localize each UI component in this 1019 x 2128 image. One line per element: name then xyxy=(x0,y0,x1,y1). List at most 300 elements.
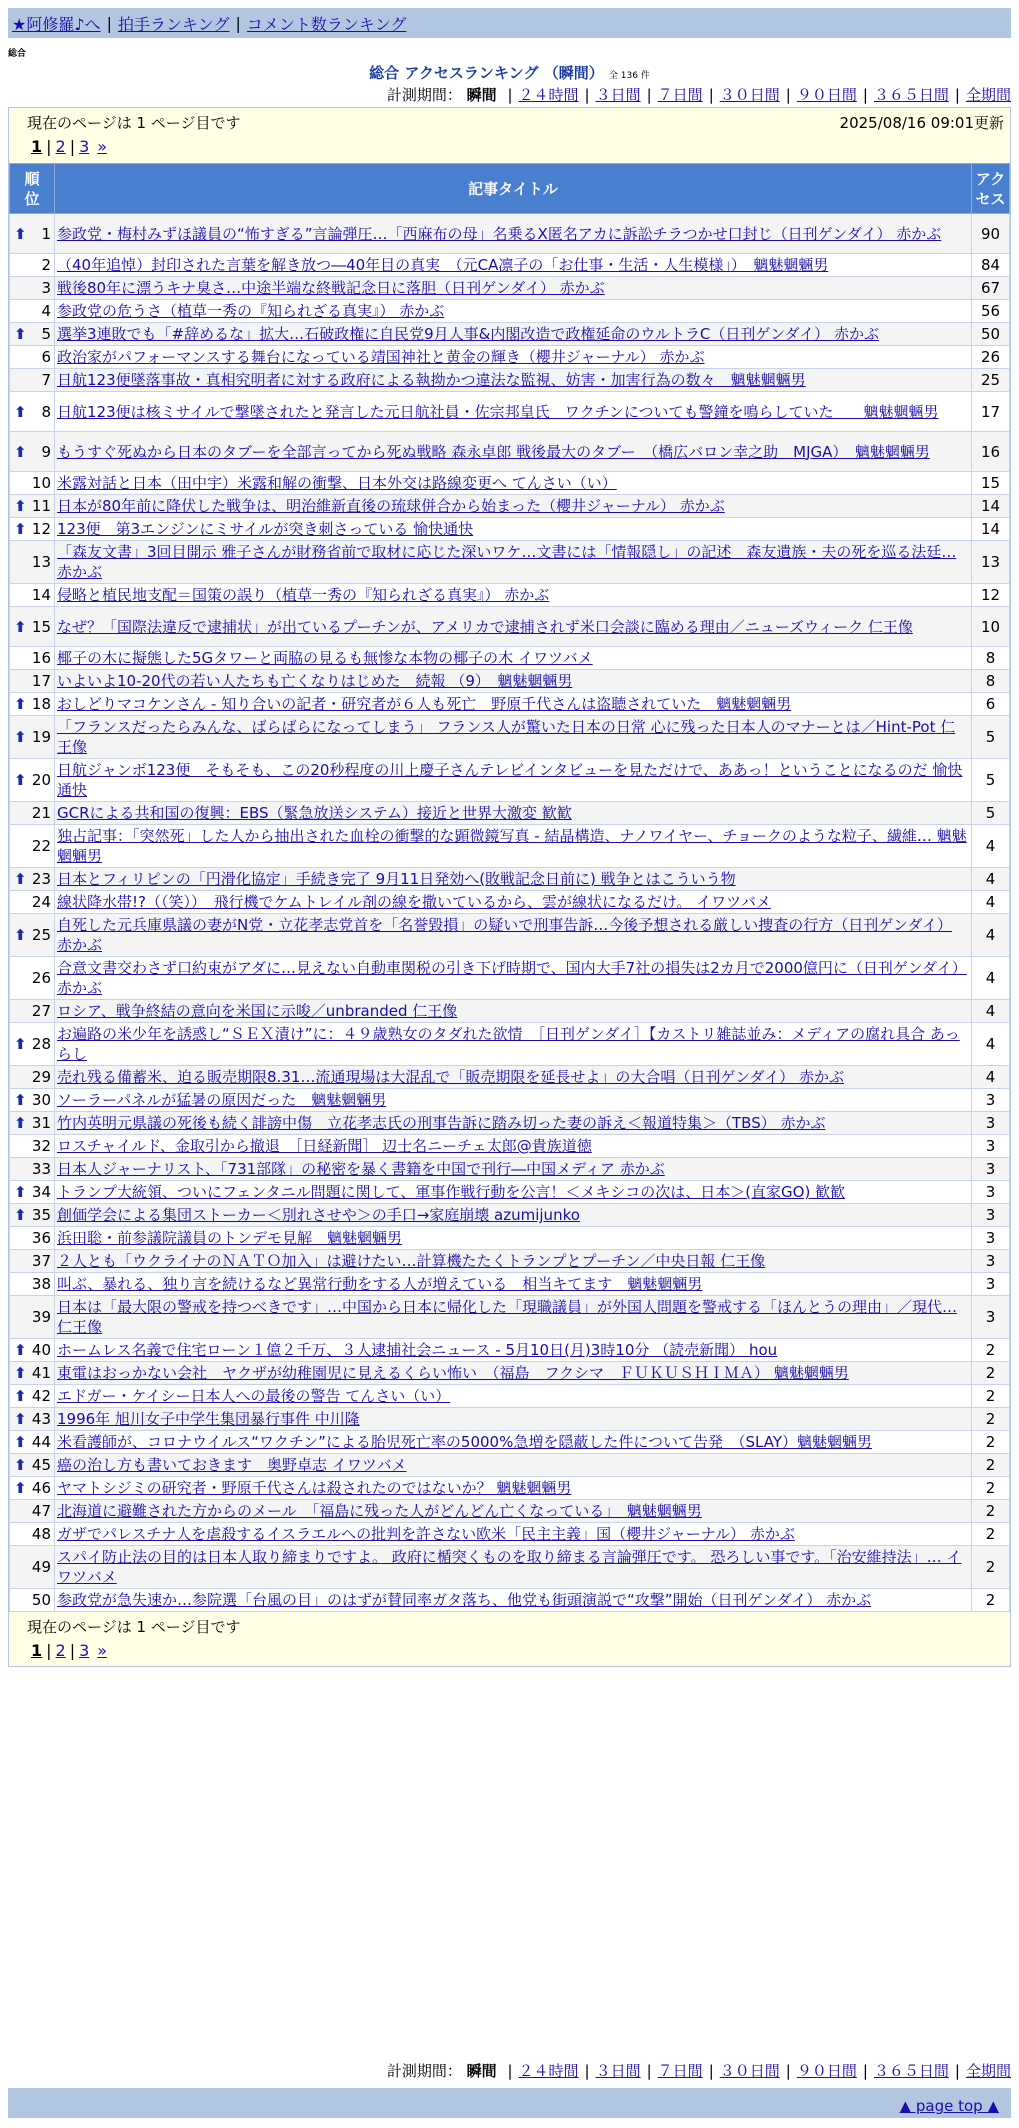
up-arrow-icon: ⬆ xyxy=(14,1035,27,1053)
access-count: 4 xyxy=(972,957,1010,1000)
up-arrow-icon: ⬆ xyxy=(14,1183,27,1201)
period-link[interactable]: ３日間 xyxy=(595,2062,641,2080)
rank-number: 11 xyxy=(31,497,51,515)
separator: | xyxy=(646,2062,652,2080)
access-count: 2 xyxy=(972,1431,1010,1454)
rank-cell xyxy=(10,1431,55,1454)
rank-cell xyxy=(10,607,55,647)
bottom-bar xyxy=(8,2088,1011,2118)
up-arrow-icon: ⬆ xyxy=(14,1387,27,1405)
period-link[interactable]: ３０日間 xyxy=(719,86,780,104)
access-count: 4 xyxy=(972,1000,1010,1023)
rank-number: 37 xyxy=(31,1252,51,1270)
access-count: 3 xyxy=(972,1273,1010,1296)
article-link[interactable]: ヤマトシジミの研究者・野原千代さんは殺されたのではないか？ 魑魅魍魎男 xyxy=(57,1479,572,1497)
access-count: 5 xyxy=(972,802,1010,825)
rank-number: 25 xyxy=(31,926,51,944)
rank-number: 36 xyxy=(31,1229,51,1247)
rank-number: 5 xyxy=(41,325,51,343)
rank-number: 6 xyxy=(41,348,51,366)
separator: | xyxy=(862,2062,868,2080)
period-current: 瞬間 xyxy=(466,2062,497,2080)
top-nav-bar xyxy=(8,8,1011,38)
article-link[interactable]: ソーラーパネルが猛暑の原因だった 魑魅魍魎男 xyxy=(57,1091,387,1109)
period-link[interactable]: ３０日間 xyxy=(719,2062,780,2080)
access-count: 8 xyxy=(972,647,1010,670)
rank-number: 10 xyxy=(31,474,51,492)
title-cell xyxy=(55,759,972,802)
table-row xyxy=(10,1454,1010,1477)
article-link[interactable]: 参政党の危うさ（植草一秀の『知られざる真実』） 赤かぶ xyxy=(57,302,445,320)
rank-cell xyxy=(10,254,55,277)
article-link[interactable]: GCRによる共和国の復興：EBS（緊急放送システム）接近と世界大激変 歓歓 xyxy=(57,804,572,822)
rank-number: 38 xyxy=(31,1275,51,1293)
table-row xyxy=(10,670,1010,693)
up-arrow-icon: ⬆ xyxy=(14,728,27,746)
access-count: 3 xyxy=(972,1089,1010,1112)
access-count: 15 xyxy=(972,472,1010,495)
article-link[interactable]: エドガー・ケイシー日本人への最後の警告 てんさい（い） xyxy=(57,1387,451,1405)
rank-cell xyxy=(10,300,55,323)
table-row xyxy=(10,254,1010,277)
title-cell xyxy=(55,495,972,518)
current-page-text-bottom: 現在のページは 1 ページ目です xyxy=(27,1618,241,1636)
title-cell xyxy=(55,214,972,254)
rank-cell xyxy=(10,1362,55,1385)
article-link[interactable]: もうすぐ死ぬから日本のタブーを全部言ってから死ぬ戦略 森永卓郎 戦後最大のタブー （橋広バロン幸之助 MJGA） 魑魅魍魎男 xyxy=(57,442,930,461)
title-cell xyxy=(55,432,972,472)
access-count: 2 xyxy=(972,1362,1010,1385)
access-count: 4 xyxy=(972,1023,1010,1066)
period-link[interactable]: ９０日間 xyxy=(796,86,857,104)
period-link[interactable]: ３６５日間 xyxy=(873,2062,949,2080)
access-count: 3 xyxy=(972,1227,1010,1250)
rank-number: 7 xyxy=(41,371,51,389)
period-link[interactable]: ９０日間 xyxy=(796,2062,857,2080)
period-link[interactable]: ３６５日間 xyxy=(873,86,949,104)
rank-number: 47 xyxy=(31,1502,51,1520)
article-link[interactable]: 癌の治し方も書いておきます 奥野卓志 イワツバメ xyxy=(57,1456,407,1474)
rank-cell xyxy=(10,1546,55,1589)
title-cell xyxy=(55,1589,972,1612)
rank-cell xyxy=(10,1181,55,1204)
rank-cell xyxy=(10,346,55,369)
table-row xyxy=(10,607,1010,647)
title-cell xyxy=(55,1273,972,1296)
title-cell xyxy=(55,1431,972,1454)
separator: | xyxy=(646,86,652,104)
period-links xyxy=(501,86,1011,104)
title-cell xyxy=(55,802,972,825)
up-arrow-icon: ⬆ xyxy=(14,1456,27,1474)
period-link[interactable]: 全期間 xyxy=(965,2062,1011,2080)
page-top-link[interactable]: ▲ page top ▲ xyxy=(899,2097,999,2115)
access-count: 2 xyxy=(972,1589,1010,1612)
title-header: 記事タイトル xyxy=(55,164,972,214)
table-row xyxy=(10,957,1010,1000)
title-cell xyxy=(55,1112,972,1135)
table-row xyxy=(10,716,1010,759)
table-row xyxy=(10,1362,1010,1385)
rank-cell xyxy=(10,868,55,891)
article-link[interactable]: 参政党・梅村みずほ議員の“怖すぎる”言論弾圧…「西麻布の母」名乗るX匿名アカに訴訟チラつかせ口封じ（日刊ゲンダイ） 赤かぶ xyxy=(57,224,942,243)
article-link[interactable]: ロスチャイルド、金取引から撤退 ［日経新聞］ 辺士名ニーチェ太郎@貴族道徳 xyxy=(57,1137,592,1155)
rank-cell xyxy=(10,1112,55,1135)
article-link[interactable]: 椰子の木に擬態した5Gタワーと両脇の見るも無惨な本物の椰子の木 イワツバメ xyxy=(57,649,593,667)
title-cell xyxy=(55,693,972,716)
separator: | xyxy=(69,137,76,156)
rank-cell xyxy=(10,214,55,254)
up-arrow-icon: ⬆ xyxy=(14,1410,27,1428)
rank-number: 22 xyxy=(31,837,51,855)
title-cell xyxy=(55,1089,972,1112)
access-count: 3 xyxy=(972,1296,1010,1339)
article-link[interactable]: 米露対話と日本（田中宇）米露和解の衝撃、日本外交は路線変更へ てんさい（い） xyxy=(57,474,617,492)
rank-cell xyxy=(10,670,55,693)
title-cell xyxy=(55,1362,972,1385)
title-cell xyxy=(55,1477,972,1500)
next-page-link[interactable]: » xyxy=(97,137,108,156)
rank-number: 4 xyxy=(41,302,51,320)
title-cell xyxy=(55,868,972,891)
title-cell xyxy=(55,1135,972,1158)
rank-cell xyxy=(10,1296,55,1339)
title-cell xyxy=(55,891,972,914)
rank-number: 40 xyxy=(31,1341,51,1359)
article-link[interactable]: ロシア、戦争終結の意向を米国に示唆／unbranded 仁王像 xyxy=(57,1002,458,1020)
rank-cell xyxy=(10,1339,55,1362)
table-row xyxy=(10,369,1010,392)
article-link[interactable]: （40年追悼）封印された言葉を解き放つ―40年目の真実 （元CA凛子の「お仕事・生活・人生模様」） 魑魅魍魎男 xyxy=(57,256,829,274)
rank-cell xyxy=(10,1408,55,1431)
title-cell xyxy=(55,472,972,495)
rank-number: 15 xyxy=(31,617,51,636)
rank-cell xyxy=(10,1273,55,1296)
rank-number: 27 xyxy=(31,1002,51,1020)
article-link[interactable]: 浜田聡・前参議院議員のトンデモ見解 魑魅魍魎男 xyxy=(57,1229,403,1247)
rank-number: 21 xyxy=(31,804,51,822)
ranking-box xyxy=(8,107,1011,1667)
rank-cell xyxy=(10,584,55,607)
period-links xyxy=(501,2062,1011,2080)
rank-number: 28 xyxy=(31,1035,51,1053)
access-count: 2 xyxy=(972,1339,1010,1362)
ranking-rows xyxy=(10,214,1010,1612)
table-row xyxy=(10,392,1010,432)
period-label: 計測期間： xyxy=(386,2062,462,2080)
rank-cell xyxy=(10,1135,55,1158)
article-link[interactable]: ガザでパレスチナ人を虐殺するイスラエルへの批判を許さない欧米「民主主義」国（櫻井ジャーナル） 赤かぶ xyxy=(57,1525,795,1543)
rank-cell xyxy=(10,541,55,584)
page-link[interactable]: 3 xyxy=(79,137,90,156)
table-row xyxy=(10,1066,1010,1089)
rank-number: 20 xyxy=(31,771,51,789)
title-cell xyxy=(55,346,972,369)
article-link[interactable]: 「フランスだったらみんな、ばらばらになってしまう」 フランス人が驚いた日本の日常 心に残った日本人のマナーとは／Hint-Pot 仁王像 xyxy=(57,718,956,756)
rank-number: 18 xyxy=(31,695,51,713)
table-row xyxy=(10,1339,1010,1362)
updated-timestamp: 2025/08/16 09:01更新 xyxy=(839,114,1004,132)
title-cell xyxy=(55,1546,972,1589)
table-row xyxy=(10,1431,1010,1454)
up-arrow-icon: ⬆ xyxy=(14,442,27,461)
access-count: 3 xyxy=(972,1112,1010,1135)
home-link[interactable]: ★阿修羅♪へ xyxy=(12,14,101,34)
rank-number: 34 xyxy=(31,1183,51,1201)
table-row xyxy=(10,825,1010,868)
period-link[interactable]: 全期間 xyxy=(965,86,1011,104)
rank-number: 43 xyxy=(31,1410,51,1428)
access-count: 2 xyxy=(972,1385,1010,1408)
title-cell xyxy=(55,1250,972,1273)
rank-cell xyxy=(10,432,55,472)
table-row xyxy=(10,300,1010,323)
article-link[interactable]: 参政党が急失速か…参院選「台風の目」のはずが賛同率ガタ落ち、他党も街頭演説で“攻撃”開始（日刊ゲンダイ） 赤かぶ xyxy=(57,1591,872,1609)
title-cell xyxy=(55,647,972,670)
article-link[interactable]: 合意文書交わさず口約束がアダに…見えない自動車関税の引き下げ時期で、国内大手7社の損失は2カ月で2000億円に（日刊ゲンダイ） 赤かぶ xyxy=(57,959,967,997)
article-link[interactable]: 叫ぶ、暴れる、独り言を続けるなど異常行動をする人が増えている 相当キてます 魑魅魍魎男 xyxy=(57,1275,703,1293)
title-cell xyxy=(55,1500,972,1523)
access-count: 2 xyxy=(972,1477,1010,1500)
article-link[interactable]: 日本は「最大限の警戒を持つべきです」…中国から日本に帰化した「現職議員」が外国人問題を警戒する「ほんとうの理由」／現代… 仁王像 xyxy=(57,1298,958,1336)
page-link[interactable]: 2 xyxy=(55,137,66,156)
up-arrow-icon: ⬆ xyxy=(14,695,27,713)
separator: | xyxy=(235,13,241,33)
access-count: 12 xyxy=(972,584,1010,607)
rank-number: 2 xyxy=(41,256,51,274)
up-arrow-icon: ⬆ xyxy=(14,325,27,343)
title-cell xyxy=(55,1296,972,1339)
separator: | xyxy=(46,1641,52,1660)
table-row xyxy=(10,472,1010,495)
article-link[interactable]: 戦後80年に漂うキナ臭さ…中途半端な終戦記念日に落胆（日刊ゲンダイ） 赤かぶ xyxy=(57,279,605,297)
title-cell xyxy=(55,1454,972,1477)
title-cell xyxy=(55,1066,972,1089)
access-count: 2 xyxy=(972,1408,1010,1431)
period-link[interactable]: ７日間 xyxy=(657,86,703,104)
period-current: 瞬間 xyxy=(466,86,497,104)
rank-cell xyxy=(10,1477,55,1500)
rank-cell xyxy=(10,1227,55,1250)
article-link[interactable]: 日航ジャンボ123便 そもそも、この20秒程度の川上慶子さんテレビインタビューを見ただけで、ああっ！ということになるのだ 愉快通快 xyxy=(57,761,963,799)
table-row xyxy=(10,868,1010,891)
up-arrow-icon: ⬆ xyxy=(14,926,27,944)
article-link[interactable]: お遍路の米少年を誘惑し“ＳＥＸ漬け”に：４９歳熟女のタダれた欲情 ［日刊ゲンダイ］【カストリ雑誌並み：メディアの腐れ具合 あっらし xyxy=(57,1025,960,1063)
article-link[interactable]: 竹内英明元県議の死後も続く誹謗中傷 立花孝志氏の刑事告訴に踏み切った妻の訴え＜報道特集＞（TBS） 赤かぶ xyxy=(57,1114,826,1132)
table-row xyxy=(10,1523,1010,1546)
page-link[interactable]: 2 xyxy=(55,1641,66,1660)
access-count: 17 xyxy=(972,392,1010,432)
table-row xyxy=(10,1408,1010,1431)
access-count: 84 xyxy=(972,254,1010,277)
table-row xyxy=(10,1181,1010,1204)
access-count: 10 xyxy=(972,607,1010,647)
separator: | xyxy=(584,86,590,104)
table-row xyxy=(10,584,1010,607)
rank-cell xyxy=(10,1204,55,1227)
page-link[interactable]: 3 xyxy=(79,1641,90,1660)
rank-cell xyxy=(10,825,55,868)
article-link[interactable]: 日航123便は核ミサイルで撃墜されたと発言した元日航社員・佐宗邦皇氏 ワクチンについても警鐘を鳴らしていた 魑魅魍魎男 xyxy=(57,402,939,421)
article-link[interactable]: ２人とも「ウクライナのＮＡＴＯ加入」は避けたい…計算機たたくトランプとプーチン／中央日報 仁王像 xyxy=(57,1252,766,1270)
period-link[interactable]: ２４時間 xyxy=(518,2062,579,2080)
access-count: 16 xyxy=(972,432,1010,472)
up-arrow-icon: ⬆ xyxy=(14,617,27,636)
rank-cell xyxy=(10,277,55,300)
period-link[interactable]: ７日間 xyxy=(657,2062,703,2080)
rank-number: 23 xyxy=(31,870,51,888)
access-count: 8 xyxy=(972,670,1010,693)
table-row xyxy=(10,1385,1010,1408)
current-page-number: 1 xyxy=(31,137,43,156)
article-link[interactable]: 日本人ジャーナリスト、「731部隊」の秘密を暴く書籍を中国で刊行―中国メディア 赤かぶ xyxy=(57,1160,665,1178)
article-link[interactable]: 「森友文書」3回目開示 雅子さんが財務省前で取材に応じた深いワケ…文書には「情報隠し」の記述 森友遺族・夫の死を巡る法廷… 赤かぶ xyxy=(57,543,957,581)
rank-cell xyxy=(10,1089,55,1112)
access-count: 14 xyxy=(972,518,1010,541)
rank-cell xyxy=(10,392,55,432)
comment-ranking-link[interactable]: コメント数ランキング xyxy=(246,14,407,34)
rank-header: 順位 xyxy=(10,164,55,214)
period-link[interactable]: ２４時間 xyxy=(518,86,579,104)
rank-number: 44 xyxy=(31,1433,51,1451)
info-bar-bottom xyxy=(9,1612,1010,1666)
article-link[interactable]: 日本とフィリピンの「円滑化協定」手続き完了 9月11日発効へ(敗戦記念日前に) 戦争とはこういう物 xyxy=(57,870,736,888)
up-arrow-icon: ⬆ xyxy=(14,402,27,421)
access-count: 56 xyxy=(972,300,1010,323)
title-cell xyxy=(55,1408,972,1431)
separator: | xyxy=(954,2062,960,2080)
article-link[interactable]: 自死した元兵庫県議の妻がN党・立花孝志党首を「名誉毀損」の疑いで刑事告訴…今後予想される厳しい捜査の行方（日刊ゲンダイ） 赤かぶ xyxy=(57,916,953,954)
table-row xyxy=(10,1112,1010,1135)
access-count: 14 xyxy=(972,495,1010,518)
table-row xyxy=(10,346,1010,369)
table-row xyxy=(10,891,1010,914)
rank-cell xyxy=(10,1158,55,1181)
article-link[interactable]: 北海道に避難された方からのメール 「福島に残った人がどんどん亡くなっている」 魑魅魍魎男 xyxy=(57,1502,702,1520)
rank-number: 33 xyxy=(31,1160,51,1178)
rank-cell xyxy=(10,647,55,670)
rank-cell xyxy=(10,1589,55,1612)
access-count: 4 xyxy=(972,914,1010,957)
rank-number: 13 xyxy=(31,553,51,571)
article-link[interactable]: ホームレス名義で住宅ローン１億２千万、３人逮捕社会ニュース - 5月10日(月)3時10分 （読売新聞） hou xyxy=(57,1341,778,1359)
title-cell xyxy=(55,1227,972,1250)
article-link[interactable]: 1996年 旭川女子中学生集団暴行事件 中川隆 xyxy=(57,1410,360,1428)
article-link[interactable]: スパイ防止法の目的は日本人取り締まりですよ。 政府に楯突くものを取り締まる言論弾圧です。 恐ろしい事です。「治安維持法」… イワツバメ xyxy=(57,1548,962,1586)
table-row xyxy=(10,1589,1010,1612)
article-link[interactable]: 米看護師が、コロナウイルス“ワクチン”による胎児死亡率の5000%急増を隠蔽した件について告発 （SLAY）魑魅魍魎男 xyxy=(57,1433,873,1451)
rank-number: 24 xyxy=(31,893,51,911)
clap-ranking-link[interactable]: 拍手ランキング xyxy=(117,14,230,34)
article-link[interactable]: トランプ大統領、ついにフェンタニル問題に関して、軍事作戦行動を公言！＜メキシコの次は、日本＞(直家GO) 歓歓 xyxy=(57,1183,846,1201)
article-link[interactable]: 東電はおっかない会社 ヤクザが幼稚園児に見えるくらい怖い （福島 フクシマ ＦＵＫＵＳＨＩＭＡ） 魑魅魍魎男 xyxy=(57,1364,849,1382)
article-link[interactable]: 日本が80年前に降伏した戦争は、明治維新直後の琉球併合から始まった（櫻井ジャーナル） 赤かぶ xyxy=(57,497,725,515)
title-cell xyxy=(55,369,972,392)
article-link[interactable]: 選挙3連敗でも「#辞めるな」拡大…石破政権に自民党9月人事&内閣改造で政権延命のウルトラC（日刊ゲンダイ） 赤かぶ xyxy=(57,325,879,343)
rank-number: 35 xyxy=(31,1206,51,1224)
table-row xyxy=(10,1227,1010,1250)
title-cell xyxy=(55,584,972,607)
access-count: 3 xyxy=(972,1250,1010,1273)
rank-cell xyxy=(10,1250,55,1273)
title-cell xyxy=(55,254,972,277)
table-row xyxy=(10,1158,1010,1181)
article-link[interactable]: 政治家がパフォーマンスする舞台になっている靖国神社と黄金の輝き（櫻井ジャーナル） 赤かぶ xyxy=(57,348,705,366)
rank-cell xyxy=(10,693,55,716)
up-arrow-icon: ⬆ xyxy=(14,771,27,789)
info-bar-top xyxy=(9,108,1010,163)
access-count: 26 xyxy=(972,346,1010,369)
rank-number: 12 xyxy=(31,520,51,538)
table-row xyxy=(10,277,1010,300)
period-selector-top xyxy=(387,84,1011,105)
rank-cell xyxy=(10,1500,55,1523)
article-link[interactable]: 日航123便墜落事故・真相究明者に対する政府による執拗かつ違法な監視、妨害・加害行為の数々 魑魅魍魎男 xyxy=(57,371,806,389)
rank-cell xyxy=(10,369,55,392)
rank-number: 14 xyxy=(31,586,51,604)
rank-number: 29 xyxy=(31,1068,51,1086)
title-cell xyxy=(55,825,972,868)
table-row xyxy=(10,1296,1010,1339)
separator: | xyxy=(106,13,112,33)
access-count: 2 xyxy=(972,1523,1010,1546)
article-link[interactable]: 線状降水帯!?（（笑）） 飛行機でケムトレイル剤の線を撒いているから、雲が線状になるだけ。 イワツバメ xyxy=(57,893,771,911)
table-row xyxy=(10,1273,1010,1296)
access-count: 90 xyxy=(972,214,1010,254)
separator: | xyxy=(862,86,868,104)
category-label: 総合 xyxy=(8,49,27,59)
rank-cell xyxy=(10,1523,55,1546)
title-cell xyxy=(55,1181,972,1204)
separator: | xyxy=(785,2062,791,2080)
article-link[interactable]: なぜ？「国際法違反で逮捕状」が出ているプーチンが、アメリカで逮捕されず米口会談に臨める理由／ニューズウィーク 仁王像 xyxy=(57,617,913,636)
rank-cell xyxy=(10,1454,55,1477)
rank-cell xyxy=(10,891,55,914)
ranking-table xyxy=(9,163,1010,1612)
period-link[interactable]: ３日間 xyxy=(595,86,641,104)
article-link[interactable]: おしどりマコケンさん - 知り合いの記者・研究者が６人も死亡 野原千代さんは盗聴されていた 魑魅魍魎男 xyxy=(57,695,792,713)
title-cell xyxy=(55,1023,972,1066)
access-count: 5 xyxy=(972,759,1010,802)
title-cell xyxy=(55,541,972,584)
next-page-link[interactable]: » xyxy=(97,1641,108,1660)
access-count: 5 xyxy=(972,716,1010,759)
article-link[interactable]: 独占記事：「突然死」した人から抽出された血栓の衝撃的な顕微鏡写真 - 結晶構造、ナノワイヤー、チョークのような粒子、繊維… 魑魅魍魎男 xyxy=(57,827,967,865)
title-cell xyxy=(55,1385,972,1408)
table-row xyxy=(10,914,1010,957)
table-row xyxy=(10,759,1010,802)
article-link[interactable]: 売れ残る備蓄米、迫る販売期限8.31…流通現場は大混乱で「販売期限を延長せよ」の大合唱（日刊ゲンダイ） 赤かぶ xyxy=(57,1068,844,1086)
separator: | xyxy=(507,86,513,104)
period-label: 計測期間： xyxy=(386,86,462,104)
table-row xyxy=(10,323,1010,346)
title-cell xyxy=(55,300,972,323)
title-cell xyxy=(55,1339,972,1362)
rank-number: 46 xyxy=(31,1479,51,1497)
table-row xyxy=(10,1477,1010,1500)
rank-number: 8 xyxy=(41,402,51,421)
rank-cell xyxy=(10,495,55,518)
table-row xyxy=(10,1250,1010,1273)
article-link[interactable]: 123便 第3エンジンにミサイルが突き刺さっている 愉快通快 xyxy=(57,520,474,538)
rank-number: 32 xyxy=(31,1137,51,1155)
article-link[interactable]: いよいよ10-20代の若い人たちも亡くなりはじめた 続報 （9） 魑魅魍魎男 xyxy=(57,672,573,690)
rank-number: 42 xyxy=(31,1387,51,1405)
title-cell xyxy=(55,1523,972,1546)
separator: | xyxy=(69,1641,76,1660)
article-link[interactable]: 侵略と植民地支配＝国策の誤り（植草一秀の『知られざる真実』） 赤かぶ xyxy=(57,586,550,604)
article-link[interactable]: 創価学会による集団ストーカー＜別れさせや＞の手口→家庭崩壊 azumijunko xyxy=(57,1206,580,1224)
